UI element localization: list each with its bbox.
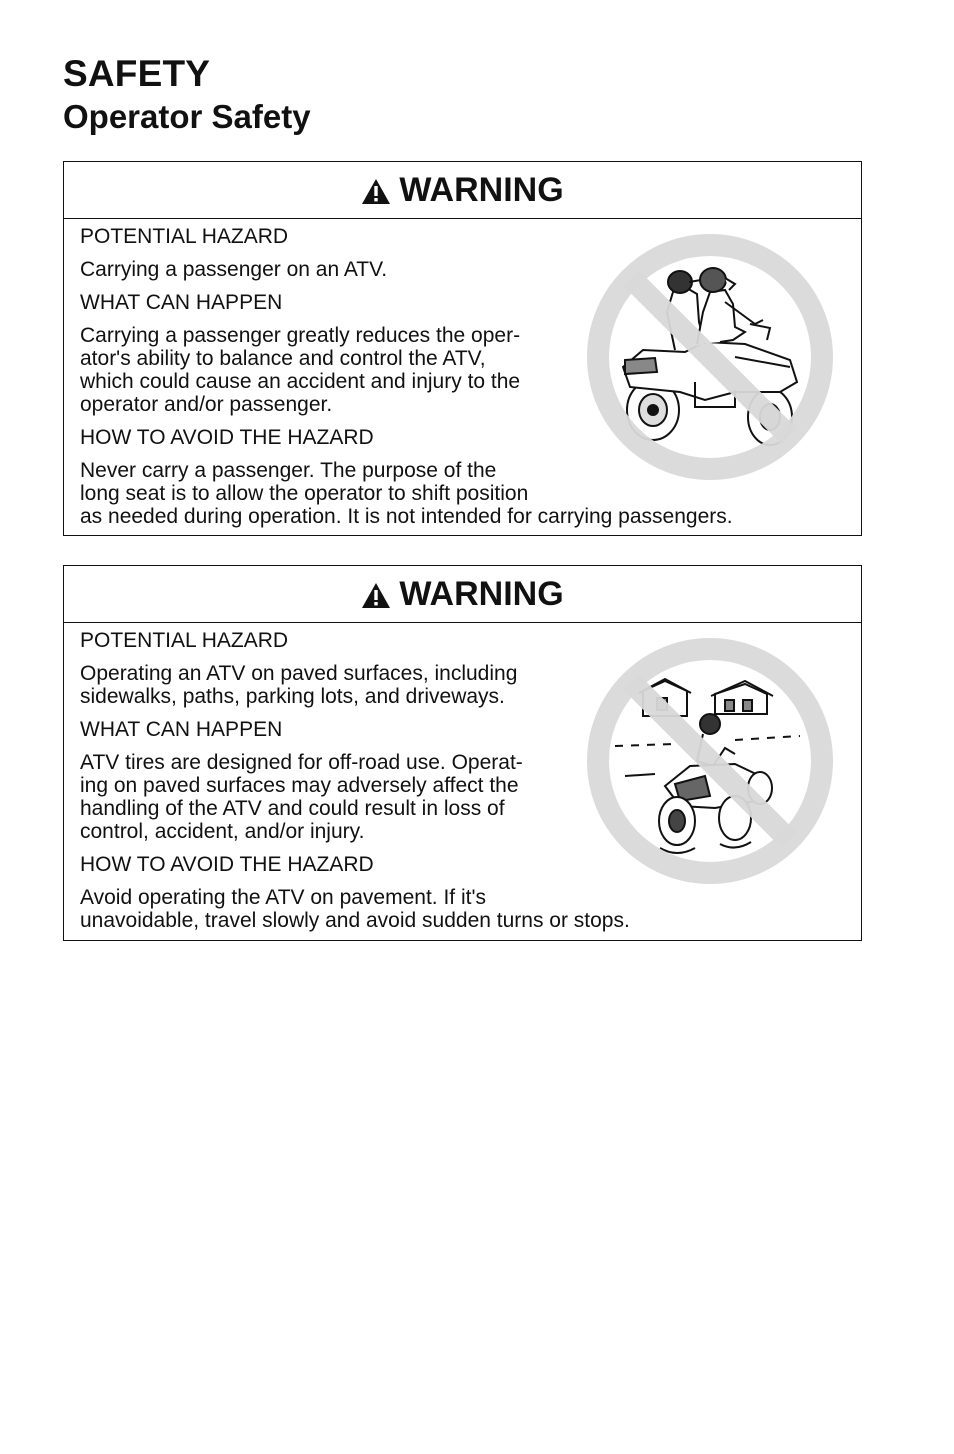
- happen-heading: WHAT CAN HAPPEN: [80, 718, 283, 741]
- hazard-line: Operating an ATV on paved surfaces, including: [80, 662, 518, 685]
- avoid-line: as needed during operation. It is not intended for carrying passengers.: [80, 505, 733, 528]
- avoid-heading: HOW TO AVOID THE HAZARD: [80, 426, 374, 449]
- happen-line: Carrying a passenger greatly reduces the oper-: [80, 324, 521, 347]
- no-passenger-atv-icon: [585, 232, 835, 482]
- warning-header: [64, 566, 861, 623]
- warning-box-pavement: [63, 565, 862, 941]
- hazard-heading: POTENTIAL HAZARD: [80, 225, 289, 248]
- happen-line: ATV tires are designed for off-road use. Operat-: [80, 751, 523, 774]
- happen-line: ing on paved surfaces may adversely affect the: [80, 774, 519, 797]
- happen-heading: WHAT CAN HAPPEN: [80, 291, 283, 314]
- happen-line: operator and/or passenger.: [80, 393, 333, 416]
- warning-label: WARNING: [399, 574, 564, 613]
- warning-triangle-icon: [361, 178, 391, 205]
- no-pavement-atv-icon: [585, 636, 835, 886]
- avoid-heading: HOW TO AVOID THE HAZARD: [80, 853, 374, 876]
- page-title: SAFETY: [63, 53, 211, 94]
- avoid-line: unavoidable, travel slowly and avoid sudden turns or stops.: [80, 909, 630, 932]
- page-subtitle: Operator Safety: [63, 98, 311, 135]
- happen-line: which could cause an accident and injury to the: [80, 370, 521, 393]
- avoid-line: Never carry a passenger. The purpose of the: [80, 459, 497, 482]
- avoid-line: Avoid operating the ATV on pavement. If it's: [80, 886, 486, 909]
- hazard-heading: POTENTIAL HAZARD: [80, 629, 289, 652]
- warning-box-passenger: [63, 161, 862, 536]
- hazard-text: [80, 662, 560, 708]
- avoid-text: [80, 886, 861, 932]
- happen-line: handling of the ATV and could result in loss of: [80, 797, 505, 820]
- happen-text: [80, 324, 560, 416]
- hazard-text: Carrying a passenger on an ATV.: [80, 258, 388, 281]
- avoid-line: long seat is to allow the operator to shift position: [80, 482, 529, 505]
- warning-header: [64, 162, 861, 219]
- warning-triangle-icon: [361, 582, 391, 609]
- hazard-line: sidewalks, paths, parking lots, and driveways.: [80, 685, 505, 708]
- happen-line: ator's ability to balance and control the ATV,: [80, 347, 486, 370]
- happen-text: [80, 751, 560, 843]
- happen-line: control, accident, and/or injury.: [80, 820, 365, 843]
- warning-label: WARNING: [399, 170, 564, 209]
